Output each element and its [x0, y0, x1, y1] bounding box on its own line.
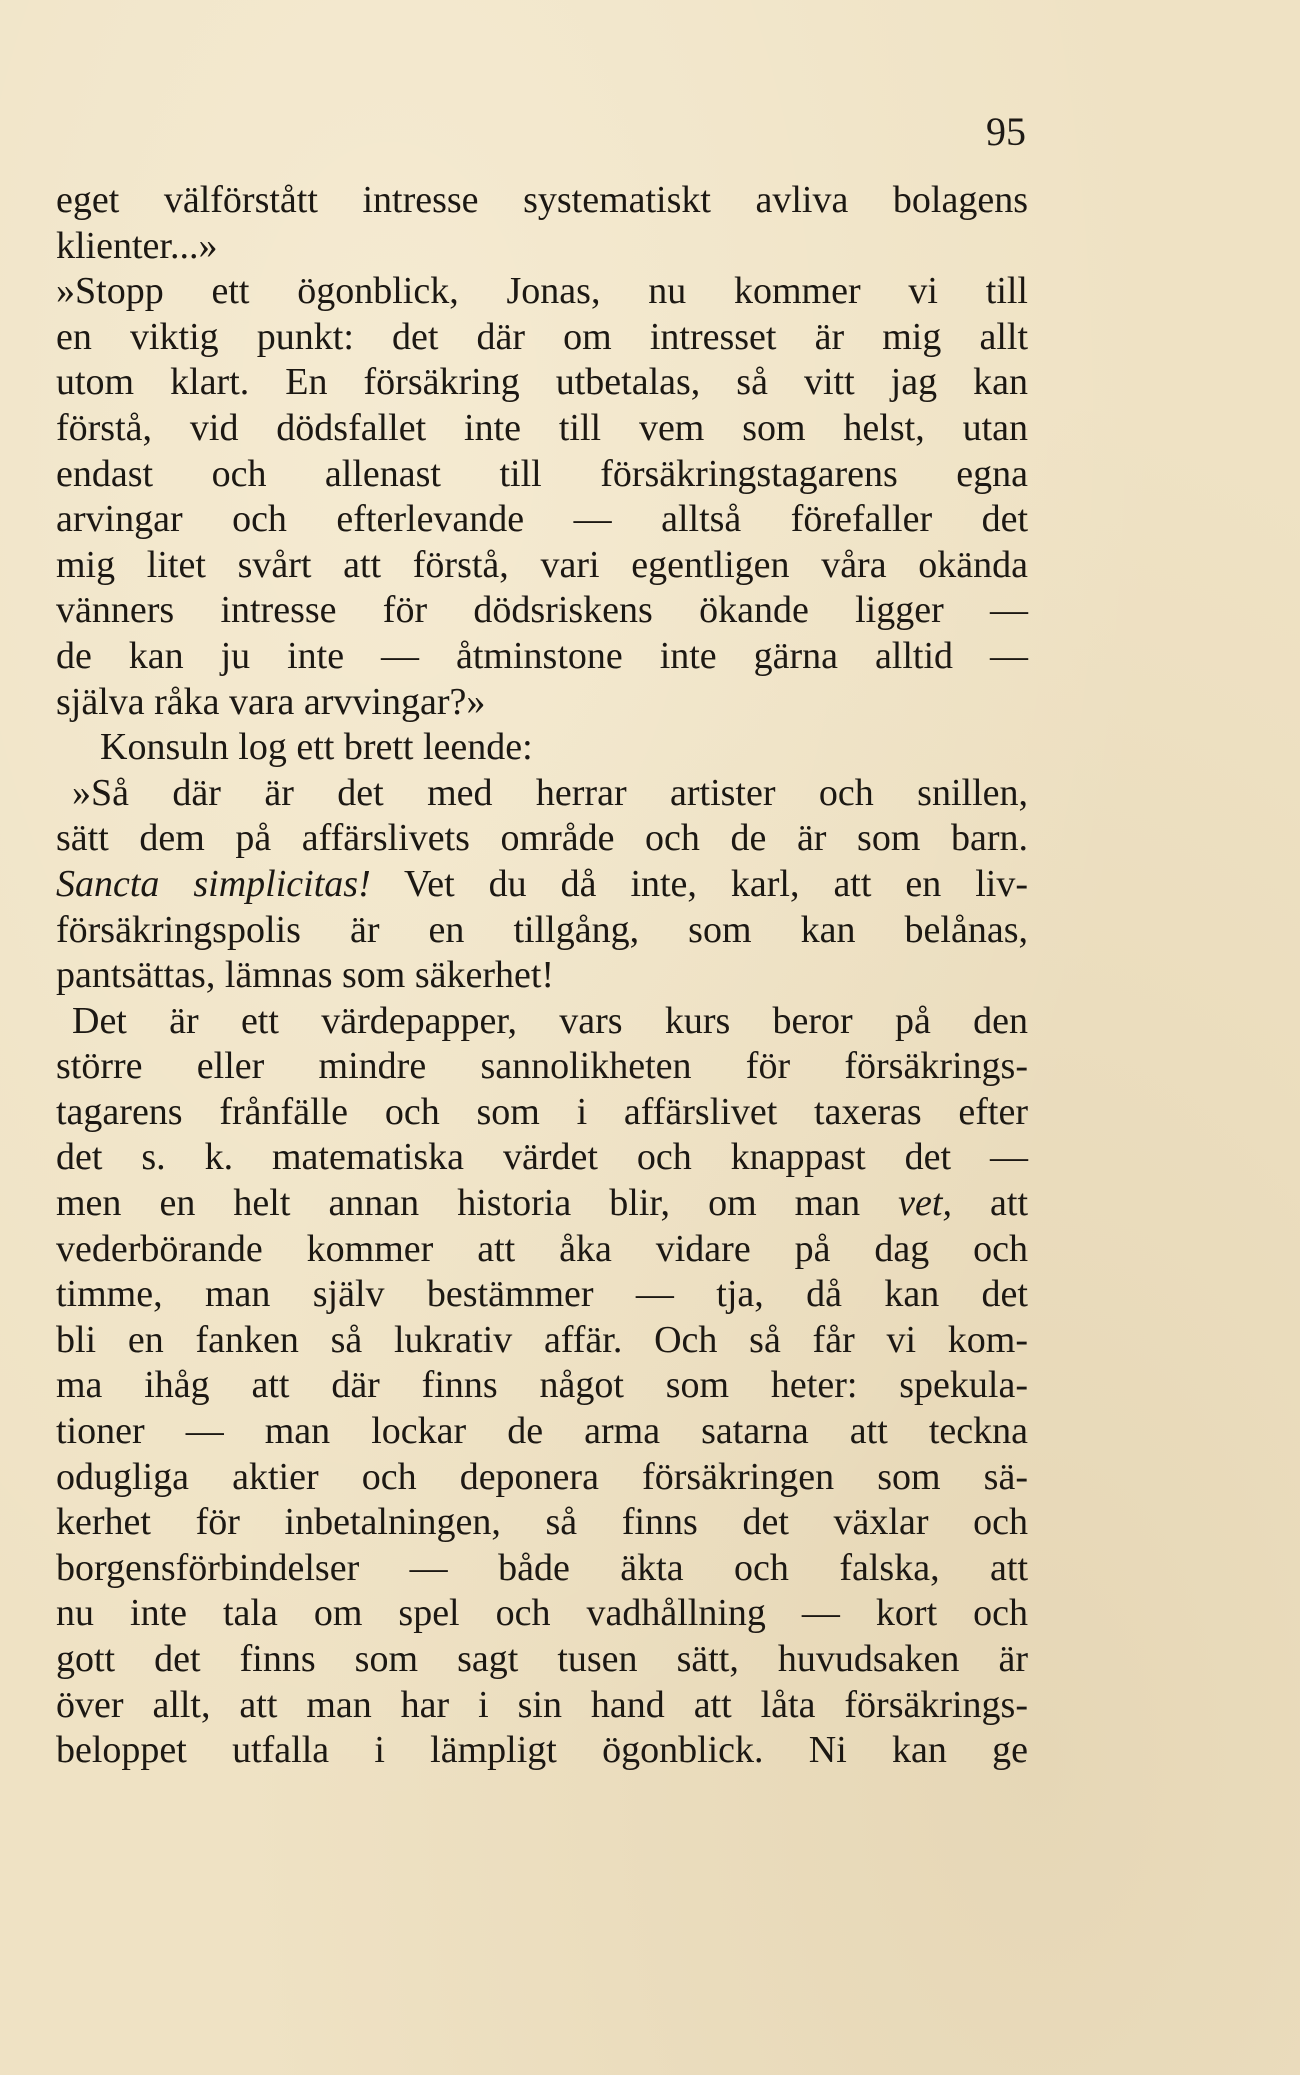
text-line	[56, 680, 1028, 726]
line-text: en viktig punkt: det där om intresset är mig allt	[56, 315, 1028, 358]
text-line	[56, 1227, 1028, 1273]
text-line	[56, 497, 1028, 543]
line-text: »Så där är det med herrar artister och snillen,	[72, 771, 1028, 814]
text-line	[56, 1500, 1028, 1546]
text-line	[56, 999, 1028, 1045]
line-text: ma ihåg att där finns något som heter: spekula-	[56, 1364, 1028, 1407]
text-line	[56, 406, 1028, 452]
text-line	[56, 634, 1028, 680]
text-line	[56, 1546, 1028, 1592]
page-number: 95	[986, 109, 1026, 154]
line-text: mig litet svårt att förstå, vari egentligen våra okända	[56, 543, 1028, 586]
text-line	[56, 224, 1028, 270]
line-text: endast och allenast till försäkringstagarens egna	[56, 452, 1028, 495]
line-text: större eller mindre sannolikheten för försäkrings-	[56, 1045, 1028, 1088]
text-line	[56, 315, 1028, 361]
line-text: själva råka vara arvvingar?»	[56, 680, 486, 723]
line-text: borgensförbindelser — både äkta och falska, att	[56, 1546, 1028, 1589]
text-line	[56, 1409, 1028, 1455]
text-line	[56, 178, 1028, 224]
line-text: timme, man själv bestämmer — tja, då kan det	[56, 1273, 1028, 1316]
line-text: odugliga aktier och deponera försäkringen som sä-	[56, 1455, 1028, 1498]
text-line	[56, 543, 1028, 589]
text-line	[56, 953, 1028, 999]
text-line	[56, 1363, 1028, 1409]
line-text: tagarens frånfälle och som i affärslivet taxeras efter	[56, 1090, 1028, 1133]
text-line	[56, 1683, 1028, 1729]
text-line	[56, 1637, 1028, 1683]
line-text: Konsuln log ett brett leende:	[100, 726, 533, 769]
line-text: förstå, vid dödsfallet inte till vem som helst, utan	[56, 406, 1028, 449]
line-text: utom klart. En försäkring utbetalas, så vitt jag kan	[56, 361, 1028, 404]
line-text: men en helt annan historia blir, om man	[56, 1182, 899, 1225]
line-text: nu inte tala om spel och vadhållning — kort och	[56, 1592, 1028, 1635]
line-text: de kan ju inte — åtminstone inte gärna alltid —	[56, 634, 1028, 677]
text-line	[56, 816, 1028, 862]
line-text: bli en fanken så lukrativ affär. Och så får vi kom-	[56, 1318, 1028, 1361]
text-line	[56, 1181, 1028, 1227]
line-text: Vet du då inte, karl, att en liv-	[370, 862, 1028, 905]
line-text: försäkringspolis är en tillgång, som kan belånas,	[56, 908, 1028, 951]
text-line	[56, 1591, 1028, 1637]
italic-word: vet,	[898, 1182, 952, 1225]
text-line	[56, 771, 1028, 817]
text-line	[56, 1455, 1028, 1501]
line-text: sätt dem på affärslivets område och de är som barn.	[56, 817, 1028, 860]
text-line	[56, 269, 1028, 315]
line-text: gott det finns som sagt tusen sätt, huvudsaken är	[56, 1638, 1028, 1680]
line-text: vänners intresse för dödsriskens ökande ligger —	[56, 589, 1028, 632]
body-text	[56, 178, 1028, 1774]
line-text: eget välförstått intresse systematiskt avliva bolagens	[56, 179, 1028, 221]
line-text: klienter...»	[56, 224, 218, 267]
text-line	[56, 908, 1028, 954]
line-text: tioner — man lockar de arma satarna att teckna	[56, 1410, 1028, 1453]
line-text: vederbörande kommer att åka vidare på dag och	[56, 1227, 1028, 1270]
line-text: »Stopp ett ögonblick, Jonas, nu kommer vi till	[56, 270, 1028, 313]
line-text-end: att	[951, 1182, 1029, 1225]
text-line	[56, 1090, 1028, 1136]
line-text: över allt, att man har i sin hand att låta försäkrings-	[56, 1683, 1028, 1726]
text-line	[56, 1135, 1028, 1181]
line-text: Det är ett värdepapper, vars kurs beror på den	[72, 999, 1028, 1042]
italic-phrase: Sancta simplicitas!	[56, 862, 371, 905]
line-text: arvingar och efterlevande — alltså förefaller det	[56, 498, 1028, 541]
text-line	[56, 1728, 1028, 1774]
text-line	[56, 588, 1028, 634]
line-text: pantsättas, lämnas som säkerhet!	[56, 954, 555, 997]
text-line	[56, 862, 1028, 908]
line-text: det s. k. matematiska värdet och knappast det —	[56, 1136, 1028, 1179]
text-line	[56, 1318, 1028, 1364]
text-line	[56, 452, 1028, 498]
text-line	[56, 1044, 1028, 1090]
line-text: beloppet utfalla i lämpligt ögonblick. Ni kan ge	[56, 1729, 1028, 1772]
text-line	[56, 1272, 1028, 1318]
text-line	[56, 725, 1028, 771]
line-text: kerhet för inbetalningen, så finns det växlar och	[56, 1501, 1028, 1544]
text-line	[56, 360, 1028, 406]
